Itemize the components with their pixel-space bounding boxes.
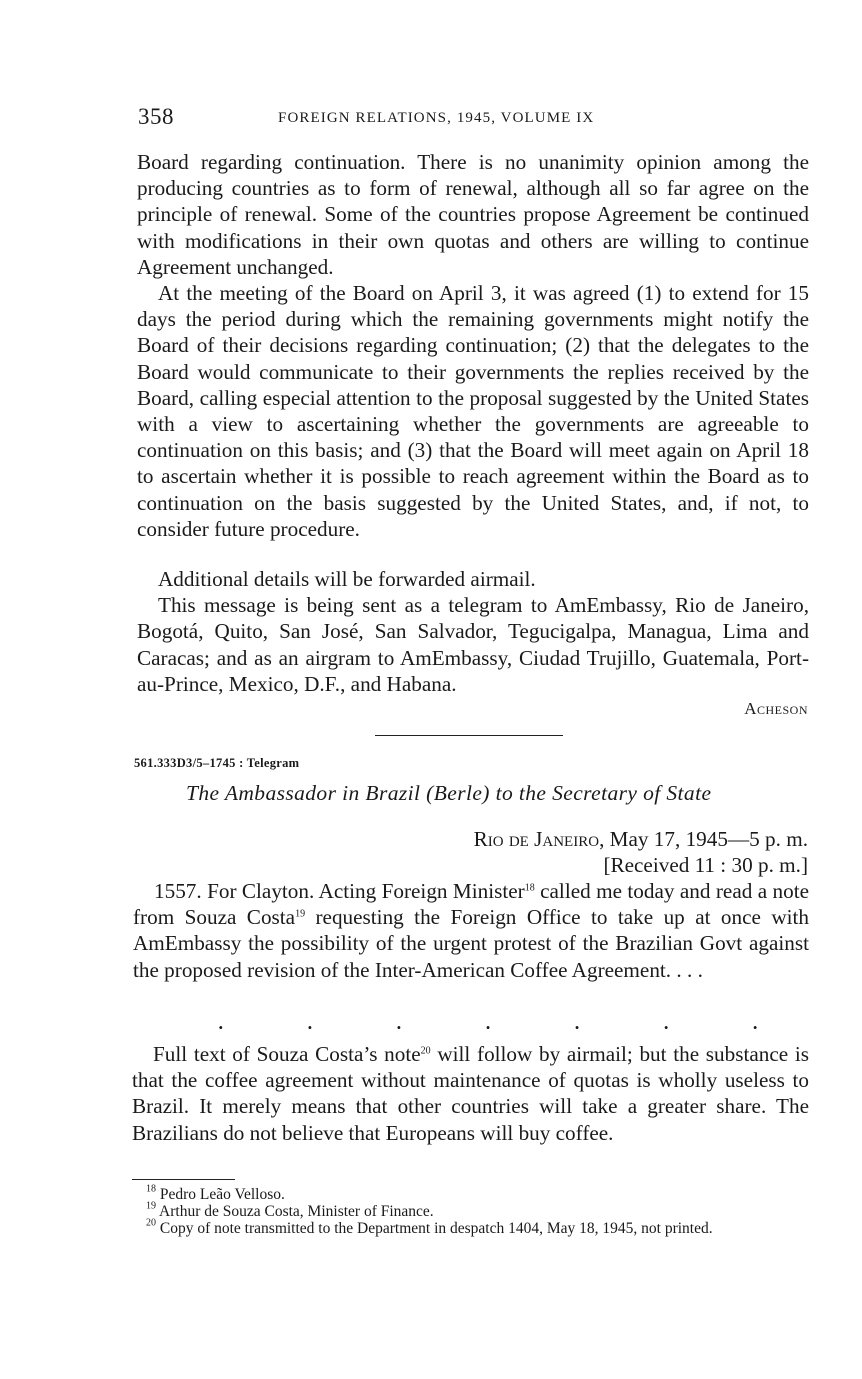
ellipsis-dot: . [218, 1014, 224, 1033]
footnotes [132, 1183, 808, 1237]
date-text: , May 17, 1945—5 p. m. [599, 827, 808, 851]
text-run: 1557. For Clayton. Acting Foreign Minister [154, 879, 525, 903]
ellipsis-dot: . [574, 1014, 580, 1033]
footnote [132, 1217, 808, 1238]
paragraph-text: This message is being sent as a telegram to AmEmbassy, Rio de Janeiro, Bogotá, Quito, San José, San Salvador, Tegucigalpa, Managua, Lima and Caracas; and as an airgram to AmEmbassy, Ciudad Trujillo, Guatemala, Port-au-Prince, Mexico, D.F., and Habana. [137, 593, 809, 696]
text-run: will follow by airmail; but the substance is that the coffee agreement without maintenance of quotas is wholly useless to Brazil. It merely means that other countries will take a greater share. The Brazilians do not believe that Europeans will buy coffee. [132, 1042, 809, 1145]
page-number: 358 [138, 104, 174, 129]
footnote-divider [132, 1179, 235, 1180]
paragraph-text: At the meeting of the Board on April 3, it was agreed (1) to extend for 15 days the period during which the remaining governments might notify the Board of their decisions regarding continuation; (2) that the delegates to the Board would communicate to their governments the replies received by the Board, calling especial attention to the proposal suggested by the United States with a view to ascertaining whether the governments are agreeable to continuation on this basis; and (3) that the Board will meet again on April 18 to ascertain whether it is possible to reach agreement within the Board as to continuation on the basis suggested by the United States, and, if not, to consider future procedure. [137, 281, 809, 541]
paragraph-text [133, 878, 809, 983]
ellipsis-dot: . [307, 1014, 313, 1033]
footnote-text: Pedro Leão Velloso. [159, 1186, 285, 1203]
footnote-text: Copy of note transmitted to the Department in despatch 1404, May 18, 1945, not printed. [159, 1219, 713, 1237]
paragraph-text: Additional details will be forwarded airmail. [158, 567, 536, 591]
page-header [138, 104, 808, 134]
place-name: Rio de Janeiro [473, 827, 600, 851]
footnote-ref: 19 [295, 908, 306, 920]
footnote-ref: 20 [420, 1045, 431, 1057]
text-run: called me today and read a note from Souza Costa [133, 879, 810, 930]
ellipsis-dot: . [396, 1014, 402, 1033]
footnote-number: 19 [146, 1200, 156, 1212]
running-head: FOREIGN RELATIONS, 1945, VOLUME IX [278, 110, 595, 126]
document-title: The Ambassador in Brazil (Berle) to the Secretary of State [186, 781, 712, 805]
text-run: Full text of Souza Costa’s note [153, 1042, 421, 1066]
paragraph-telegram [133, 878, 809, 983]
footnote-number: 18 [146, 1183, 156, 1195]
footnote-ref: 18 [524, 882, 535, 894]
signature: Acheson [744, 699, 808, 718]
paragraph-board-meeting [137, 280, 809, 542]
text-run: requesting the Foreign Office to take up at once with AmEmbassy the possibility of the urgent protest of the Brazilian Govt against the proposed revision of the Inter-American Coffee Agreement. . . . [133, 905, 809, 982]
footnote-text: Arthur de Souza Costa, Minister of Finance. [159, 1202, 434, 1220]
dateline [474, 826, 808, 878]
omission-ellipsis [218, 1014, 758, 1033]
paragraph-text [132, 1041, 809, 1146]
paragraph-continuation [137, 149, 809, 280]
paragraph-note-summary [132, 1041, 809, 1146]
footnote-number: 20 [146, 1217, 156, 1229]
ellipsis-dot: . [485, 1014, 491, 1033]
file-reference: 561.333D3/5–1745 : Telegram [134, 756, 300, 770]
received-time: [Received 11 : 30 p. m.] [603, 853, 808, 877]
paragraph-group-distribution [137, 566, 809, 697]
ellipsis-dot: . [663, 1014, 669, 1033]
section-divider [375, 735, 563, 736]
place-date [474, 826, 808, 852]
paragraph-text: Board regarding continuation. There is no unanimity opinion among the producing countries as to form of renewal, although all so far agree on the principle of renewal. Some of the countries propose Agreement be continued with modifications in their own quotas and others are willing to continue Agreement unchanged. [137, 150, 809, 279]
ellipsis-dot: . [752, 1014, 758, 1033]
footnote [132, 1200, 808, 1221]
footnote [132, 1183, 808, 1204]
